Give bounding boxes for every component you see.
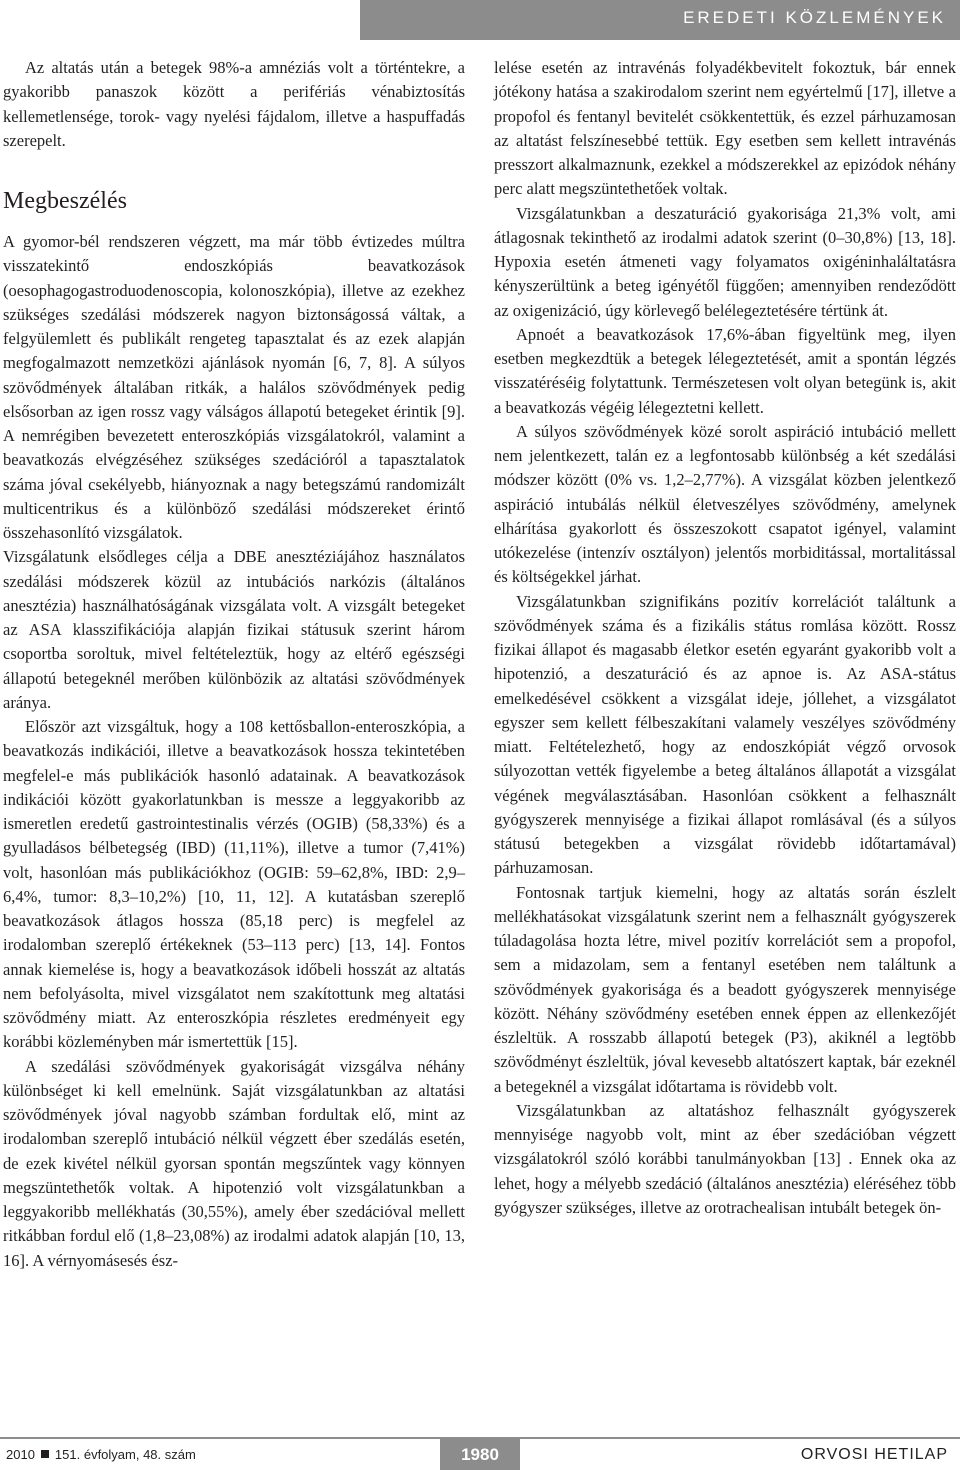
body-paragraph: Vizsgálatunk elsődleges célja a DBE anesztéziájához használatos szedálási módszerek közül az intubációs narkózis (általános anesztézia) használhatóságának vizsgálata volt. A vizsgált betegeket az ASA klasszifikációja alapján fizikai státusuk szerint három csoportba soroltuk, mivel feltételeztük, hogy az eltérő egészségi állapotú betegeknél merőben különbözik az altatási szövődmények aránya. bbox=[3, 547, 465, 712]
body-paragraph: Először azt vizsgáltuk, hogy a 108 kettősballon-enteroszkópia, a beavatkozás indikációi, illetve a beavatkozások hossza tekintetében megfelel-e más publikációk hasonló adatainak. A beavatkozások indikációi között gyakorlatunkban is messze a leggyakoribb az ismeretlen eredetű gastrointestinalis vérzés (OGIB) (58,33%) és a gyulladásos bélbetegség (IBD) (11,11%), illetve a tumor (7,41%) volt, hasonlóan más publikációkhoz (OGIB: 59–62,8%, IBD: 2,9–6,4%, tumor: 8,3–10,2%) [10, 11, 12]. A kutatásban szereplő beavatkozások átlagos hossza (85,18 perc) is megfelel az irodalomban szereplő értékeknek (53–113 perc) [13, 14]. Fontos annak kiemelése is, hogy a beavatkozások időbeli hosszát az altatás nem befolyásolta, mivel vizsgálatot nem szakítottunk meg altatási szövődmény miatt. Az enteroszkópia részletes eredményeit egy korábbi közleményben már ismertettük [15]. bbox=[3, 717, 465, 1052]
body-paragraph: Fontosnak tartjuk kiemelni, hogy az altatás során észlelt mellékhatásokat vizsgálatunk szerint nem a felhasznált gyógyszerek túladagolása hozta létre, mivel pozitív korrelációt sem a propofol, sem a midazolam, sem a fentanyl esetében nem találtunk a szövődmények gyakorisága és a beadott gyógyszerek mennyisége között. Néhány szövődmény esetében ennek éppen az ellenkezőjét észleltük. A rosszabb állapotú betegek (P3), akiknél a legtöbb szövődményt észleltük, jóval kevesebb altatószert kaptak, bár ezeknél a betegeknél a vizsgálat időtartama is rövidebb volt. bbox=[494, 882, 956, 1096]
page-footer bbox=[0, 1437, 960, 1470]
body-paragraph: Apnoét a beavatkozások 17,6%-ában figyeltünk meg, ilyen esetben megkezdtük a betegek lélegeztetését, amit a spontán légzés visszatéréséig folytattunk. Természetesen volt olyan betegünk is, akit a beavatkozás végéig lélegeztetni kellett. bbox=[494, 324, 956, 417]
section-label: EREDETI KÖZLEMÉNYEK bbox=[683, 8, 946, 27]
body-paragraph: A szedálási szövődmények gyakoriságát vizsgálva néhány különbséget ki kell emelnünk. Saját vizsgálatunkban az altatási szövődmények jóval nagyobb számban fordultak elő, mint az irodalomban szereplő intubáció nélkül végzett éber szedálás esetén, de ezek kivétel nélkül gyorsan spontán megszűntek vagy könnyen megszüntethetők voltak. A hipotenzió volt vizsgálatunkban a leggyakoribb mellékhatás (30,55%), amely éber szedációval mellett ritkábban fordul elő (1,8–23,08%) az irodalmi adatok alapján [10, 13, 16]. A vérnyomásesés ész- bbox=[3, 1056, 465, 1270]
page-header bbox=[0, 0, 960, 40]
left-column bbox=[3, 56, 465, 1273]
body-paragraph: Vizsgálatunkban a deszaturáció gyakorisága 21,3% volt, ami átlagosnak tekinthető az irodalmi adatok szerint (0–30,8%) [13, 18]. Hypoxia esetén átmeneti vagy folyamatos oxigéninhaláltatásra kényszerültünk a beteg igényétől függően; amennyiben rendeződött az oxigenizáció, úgy körlevegő belélegeztetésére tértünk át. bbox=[494, 203, 956, 320]
square-bullet-icon bbox=[41, 1450, 49, 1458]
journal-name: ORVOSI HETILAP bbox=[800, 1446, 948, 1463]
right-column bbox=[494, 56, 956, 1220]
intro-paragraph: Az altatás után a betegek 98%-a amnéziás volt a történtekre, a gyakoribb panaszok között a perifériás vénabiztosítás kellemetlensége, torok- vagy nyelési fájdalom, illetve a haspuffadás szerepelt. bbox=[3, 58, 465, 150]
body-paragraph: A súlyos szövődmények közé sorolt aspiráció intubáció mellett nem jelentkezett, talán ez a legfontosabb különbség a két szedálási módszer között (0% vs. 1,2–2,77%). A vizsgálat közben jelentkező aspiráció intubálás nélkül életveszélyes szövődmény, amelynek elhárítása gyakorlott és összeszokott csapatot igényel, valamint utókezelése (intenzív osztályon) jelentős morbiditással, mortalitással és költségekkel járhat. bbox=[494, 421, 956, 587]
section-title: Megbeszélés bbox=[3, 188, 127, 214]
body-paragraph: Vizsgálatunkban az altatáshoz felhasznált gyógyszerek mennyisége nagyobb volt, mint az éber szedációban végzett vizsgálatokról szóló korábbi tanulmányokban [13] . Ennek oka az lehet, hogy a mélyebb szedáció (általános anesztézia) eléréséhez több gyógyszer szükséges, illetve az orotrachealisan intubált betegek ön- bbox=[494, 1100, 956, 1217]
footer-year: 2010 bbox=[6, 1447, 35, 1462]
footer-citation bbox=[6, 1447, 196, 1462]
page-number: 1980 bbox=[440, 1439, 520, 1470]
body-paragraph: lelése esetén az intravénás folyadékbevitelt fokoztuk, bár ennek jótékony hatása a szakirodalom szerint nem egyértelmű [17], illetve a propofol és fentanyl bevitelét csökkentettük, és ezzel párhuzamosan az altatást felszínesebbé tettük. Egy esetben sem kellett intravénás presszort alkalmaznunk, ezekkel a módszerekkel az epizódok néhány perc alatt megszüntethetőek voltak. bbox=[494, 58, 956, 199]
body-paragraph: Vizsgálatunkban szignifikáns pozitív korrelációt találtunk a szövődmények száma és a fizikális státus romlása között. Rossz fizikai állapot és magasabb életkor esetén egyaránt gyakoribb volt a hipotenzió, a deszaturáció és az apnoe is. Az ASA-státus emelkedésével csökkent a vizsgálat ideje, jóllehet, a vizsgálatot egyszer sem kellett félbeszakítani valamely veszélyes szövődmény miatt. Feltételezhető, hogy az endoszkópiát végző orvosok súlyozottan vették figyelembe a beteg általános állapotát a vizsgálat végének megválasztásában. Hasonlóan csökkent a felhasznált gyógyszerek mennyisége a fizikai állapot romlásával (és a súlyos státusú betegekben a vizsgálat rövidebb időtartamával) párhuzamosan. bbox=[494, 591, 956, 878]
body-paragraph: A gyomor-bél rendszeren végzett, ma már több évtizedes múltra visszatekintő endoszkópiás beavatkozások (oesophagogastroduodenoscopia, kolonoszkópia), illetve az ezekhez szükséges szedálási módszerek nagyon biztonságossá váltak, a felgyülemlett és publikált rengeteg tapasztalat és az ezek alapján megfogalmazott nemzetközi ajánlások nyomán [6, 7, 8]. A súlyos szövődmények általában ritkák, a halálos szövődmények pedig elsősorban az igen rossz vagy válságos állapotú betegeket érintik [9]. A nemrégiben bevezetett enteroszkópiás vizsgálatokról, valamint a beavatkozás elvégzéséhez szükséges szedációról a tapasztalatok száma jóval csekélyebb, hiányoznak a nagy betegszámú randomizált multicentrikus és a különböző szedálási módszereket érintő összehasonlító vizsgálatok. bbox=[3, 232, 465, 542]
section-label-tab bbox=[360, 0, 960, 40]
footer-volume-issue: 151. évfolyam, 48. szám bbox=[54, 1447, 196, 1462]
